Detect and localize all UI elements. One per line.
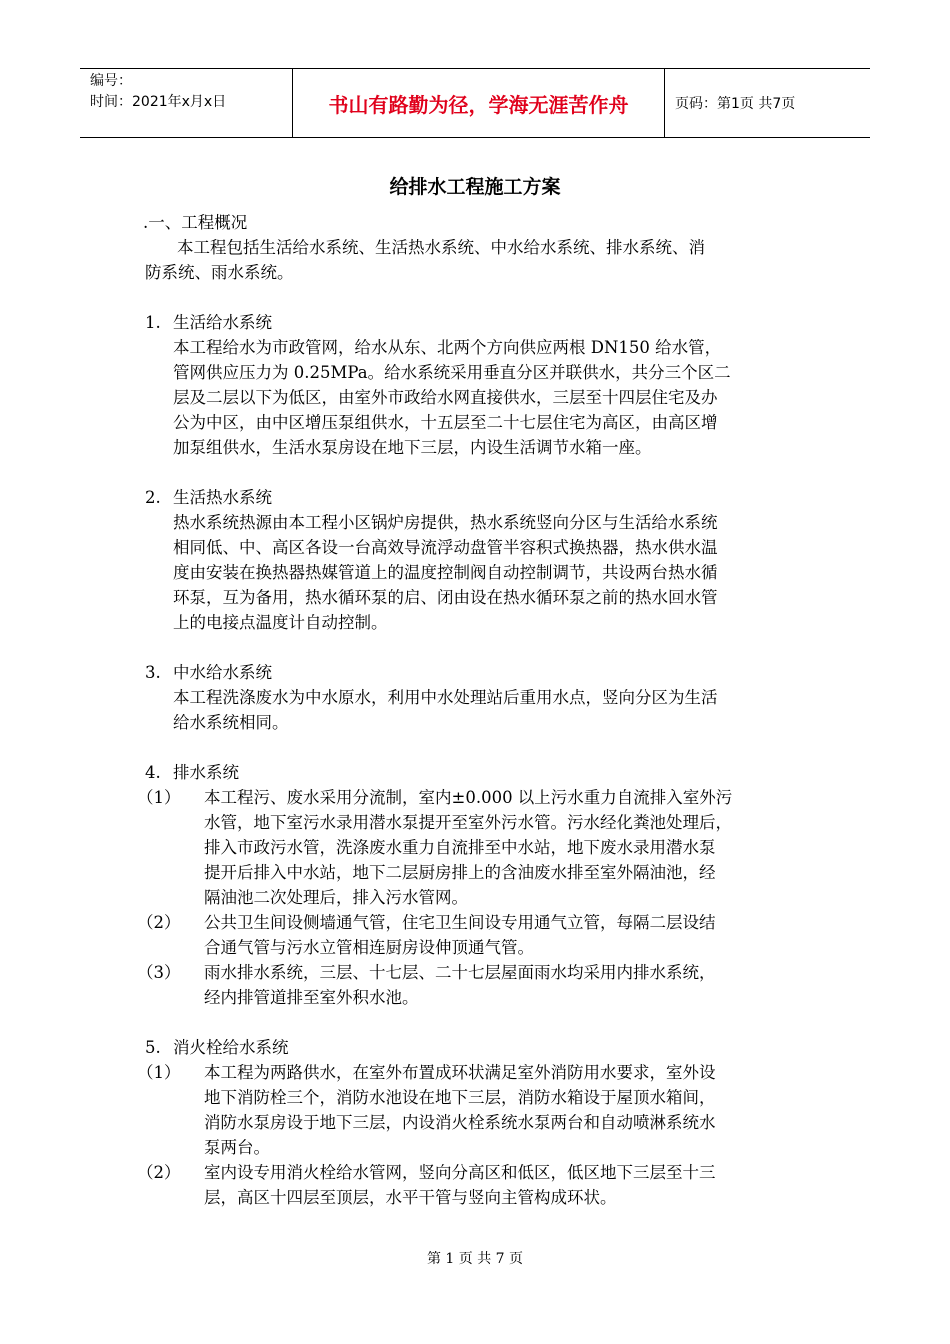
list-number: 4. [145,763,161,782]
paragraph-line: 防系统、雨水系统。 [145,263,294,282]
list-heading-text: 生活给水系统 [173,313,272,332]
sub-item-mark: （1） [137,1063,181,1082]
sub-item [137,960,815,1010]
paragraph-line: 给水系统相同。 [173,713,289,732]
paragraph-line: 隔油池二次处理后，排入污水管网。 [204,888,468,907]
document-date-label: 时间：2021年x月x日 [90,94,227,110]
paragraph-line: 室内设专用消火栓给水管网，竖向分高区和低区，低区地下三层至十三 [204,1163,716,1182]
sub-item [137,785,815,910]
paragraph-line: 公为中区，由中区增压泵组供水，十五层至二十七层住宅为高区，由高区增 [173,413,718,432]
paragraph-line: 度由安装在换热器热媒管道上的温度控制阀自动控制调节，共设两台热水循 [173,563,718,582]
list-heading-text: 中水给水系统 [173,663,272,682]
section-heading: .一、工程概况 [143,213,248,232]
paragraph-line: 合通气管与污水立管相连厨房设伸顶通气管。 [204,938,534,957]
list-number: 3. [145,663,161,682]
paragraph-line: 提开后排入中水站，地下二层厨房排上的含油废水排至室外隔油池，经 [204,863,716,882]
paragraph-line: 层及二层以下为低区，由室外市政给水网直接供水，三层至十四层住宅及办 [173,388,718,407]
paragraph-line: 本工程包括生活给水系统、生活热水系统、中水给水系统、排水系统、消 [177,238,705,257]
header-meta [80,69,292,137]
document-title: 给排水工程施工方案 [389,176,561,198]
paragraph-line: 公共卫生间设侧墙通气管，住宅卫生间设专用通气立管，每隔二层设结 [204,913,716,932]
paragraph-line: 水管，地下室污水录用潜水泵提开至室外污水管。污水经化粪池处理后， [204,813,732,832]
paragraph-line: 上的电接点温度计自动控制。 [173,613,388,632]
list-item-heading [145,660,815,685]
sub-item [137,1160,815,1210]
paragraph-line: 经内排管道排至室外积水池。 [204,988,419,1007]
paragraph-line: 消防水泵房设于地下三层，内设消火栓系统水泵两台和自动喷淋系统水 [204,1113,716,1132]
list-heading-text: 消火栓给水系统 [173,1038,289,1057]
list-item-heading [145,1035,815,1060]
page-footer: 第 1 页 共 7 页 [426,1251,524,1267]
paragraph-line: 本工程为两路供水，在室外布置成环状满足室外消防用水要求，室外设 [204,1063,716,1082]
sub-item-mark: （3） [137,963,181,982]
paragraph-line: 相同低、中、高区各设一台高效导流浮动盘管半容积式换热器，热水供水温 [173,538,718,557]
header-page-label: 页码：第1页 共7页 [675,96,796,112]
sub-item-mark: （2） [137,913,181,932]
document-number-label: 编号： [90,73,132,89]
list-heading-text: 生活热水系统 [173,488,272,507]
list-item-heading [145,310,815,335]
paragraph-line: 加泵组供水，生活水泵房设在地下三层，内设生活调节水箱一座。 [173,438,652,457]
paragraph-line: 管网供应压力为 0.25MPa。给水系统采用垂直分区并联供水，共分三个区二 [173,363,731,382]
document-body [137,210,815,1210]
sub-item-mark: （2） [137,1163,181,1182]
paragraph-line: 本工程污、废水采用分流制，室内±0.000 以上污水重力自流排入室外污 [204,788,733,807]
paragraph-line: 层，高区十四层至顶层，水平干管与竖向主管构成环状。 [204,1188,617,1207]
sub-item [137,910,815,960]
list-item-heading [145,485,815,510]
paragraph-line: 本工程洗涤废水为中水原水，利用中水处理站后重用水点，竖向分区为生活 [173,688,718,707]
paragraph-line: 雨水排水系统，三层、十七层、二十七层屋面雨水均采用内排水系统， [204,963,716,982]
list-item-heading [145,760,815,785]
sub-item [137,1060,815,1160]
list-heading-text: 排水系统 [173,763,239,782]
paragraph-line: 泵两台。 [204,1138,270,1157]
paragraph-line: 环泵，互为备用，热水循环泵的启、闭由设在热水循环泵之前的热水回水管 [173,588,718,607]
document-header [80,68,870,138]
list-number: 1. [145,313,161,332]
list-number: 2. [145,488,161,507]
sub-item-mark: （1） [137,788,181,807]
paragraph-line: 本工程给水为市政管网，给水从东、北两个方向供应两根 DN150 给水管， [173,338,722,357]
header-motto: 书山有路勤为径，学海无涯苦作舟 [292,69,665,137]
paragraph-line: 热水系统热源由本工程小区锅炉房提供，热水系统竖向分区与生活给水系统 [173,513,718,532]
paragraph-line: 地下消防栓三个，消防水池设在地下三层，消防水箱设于屋顶水箱间， [204,1088,716,1107]
list-number: 5. [145,1038,161,1057]
paragraph-line: 排入市政污水管，洗涤废水重力自流排至中水站，地下废水录用潜水泵 [204,838,716,857]
